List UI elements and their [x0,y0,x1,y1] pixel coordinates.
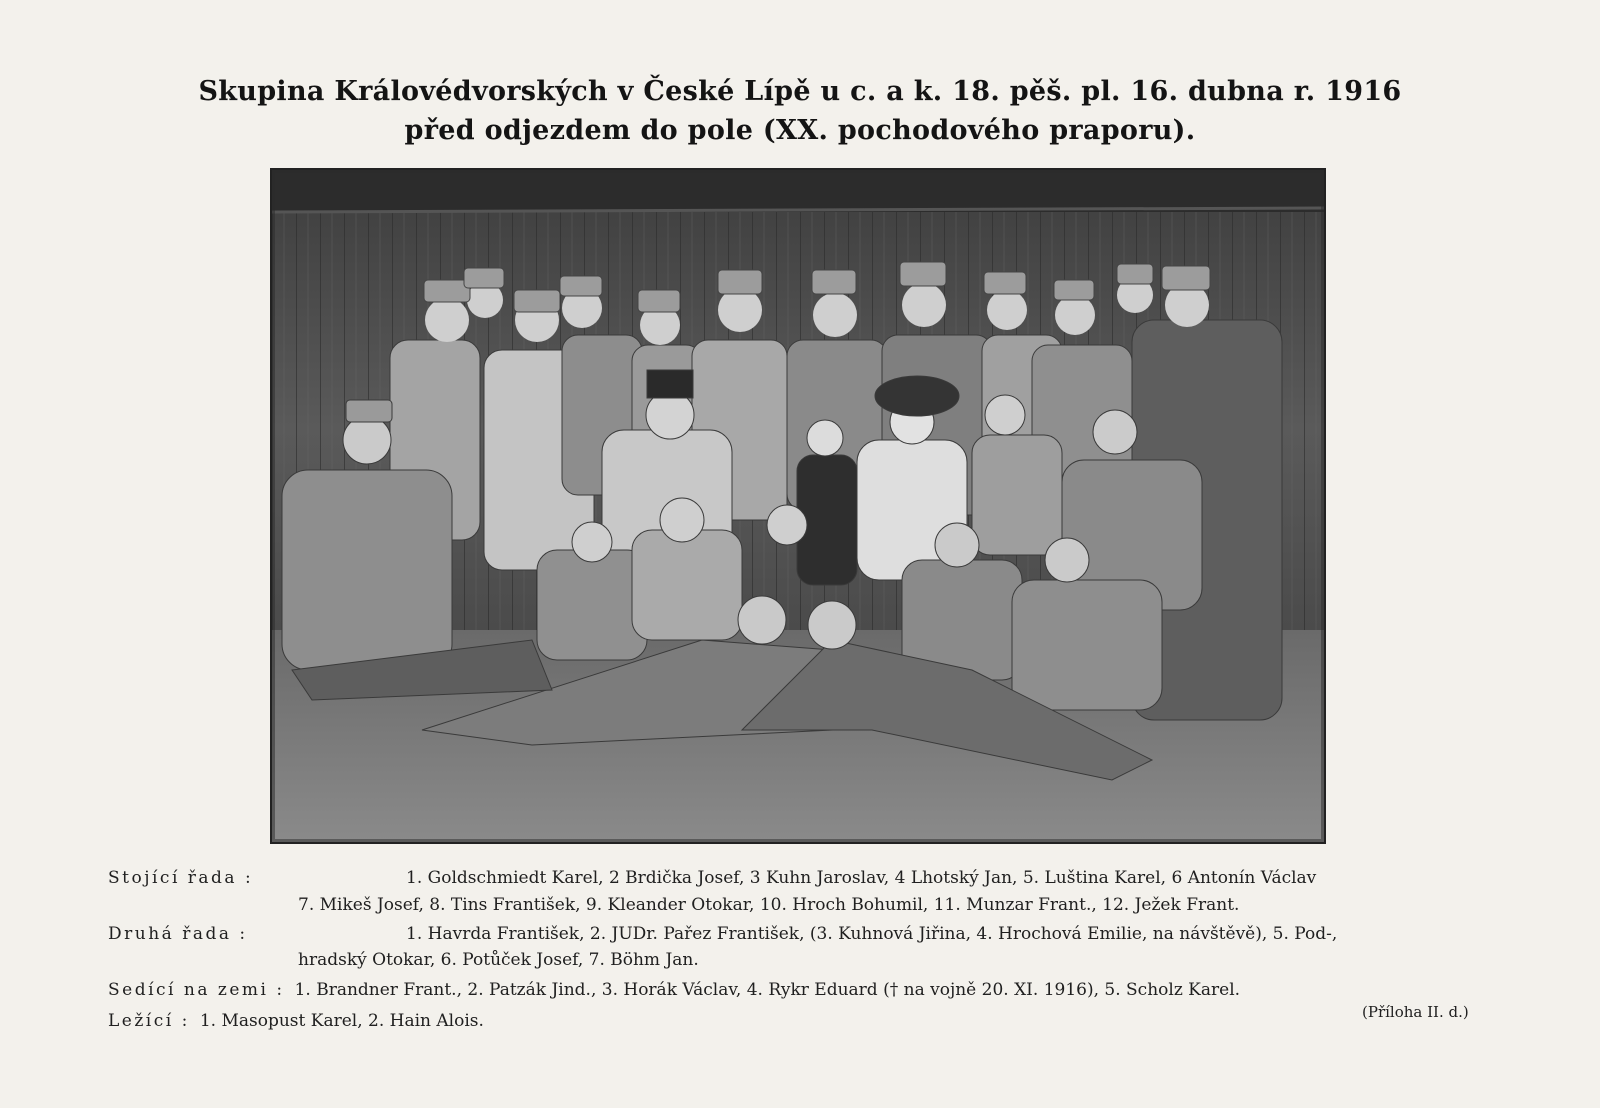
caption-lying-names: 1. Masopust Karel, 2. Hain Alois. [199,1011,484,1031]
caption-second-names-2: hradský Otokar, 6. Potůček Josef, 7. Böhm Jan. [298,950,699,970]
caption-sitting-label: Sedící na zemi : [108,980,285,1000]
caption-second-row [108,922,1508,946]
page-title-line-1: Skupina Královédvorských v České Lípě u c. a k. 18. pěš. pl. 16. dubna r. 1916 [198,76,1402,107]
caption-lying-label: Ležící : [108,1011,190,1031]
caption-standing-label: Stojící řada : [108,868,254,888]
caption-second-label: Druhá řada : [108,924,248,944]
caption-lying-row [108,1009,1508,1033]
caption-standing-names-1: 1. Goldschmiedt Karel, 2 Brdička Josef, 3 Kuhn Jaroslav, 4 Lhotský Jan, 5. Luština Karel, 6 Antonín Václav [406,868,1317,888]
caption-sitting-names: 1. Brandner Frant., 2. Patzák Jind., 3. Horák Václav, 4. Rykr Eduard († na vojně 20. XI. 1916), 5. Scholz Karel. [294,980,1241,1000]
page-title-line-2: před odjezdem do pole (XX. pochodového praporu). [404,115,1196,146]
caption-standing-row [108,866,1508,890]
caption-standing-names-2: 7. Mikeš Josef, 8. Tins František, 9. Kleander Otokar, 10. Hroch Bohumil, 11. Munzar Frant., 12. Ježek Frant. [298,895,1240,915]
caption-sitting-row [108,978,1508,1002]
group-photograph [270,168,1326,844]
caption-second-names-1: 1. Havrda František, 2. JUDr. Pařez František, (3. Kuhnová Jiřina, 4. Hrochová Emilie, na návštěvě), 5. Pod-, [406,924,1338,944]
plate-reference: (Příloha II. d.) [1362,1003,1469,1021]
